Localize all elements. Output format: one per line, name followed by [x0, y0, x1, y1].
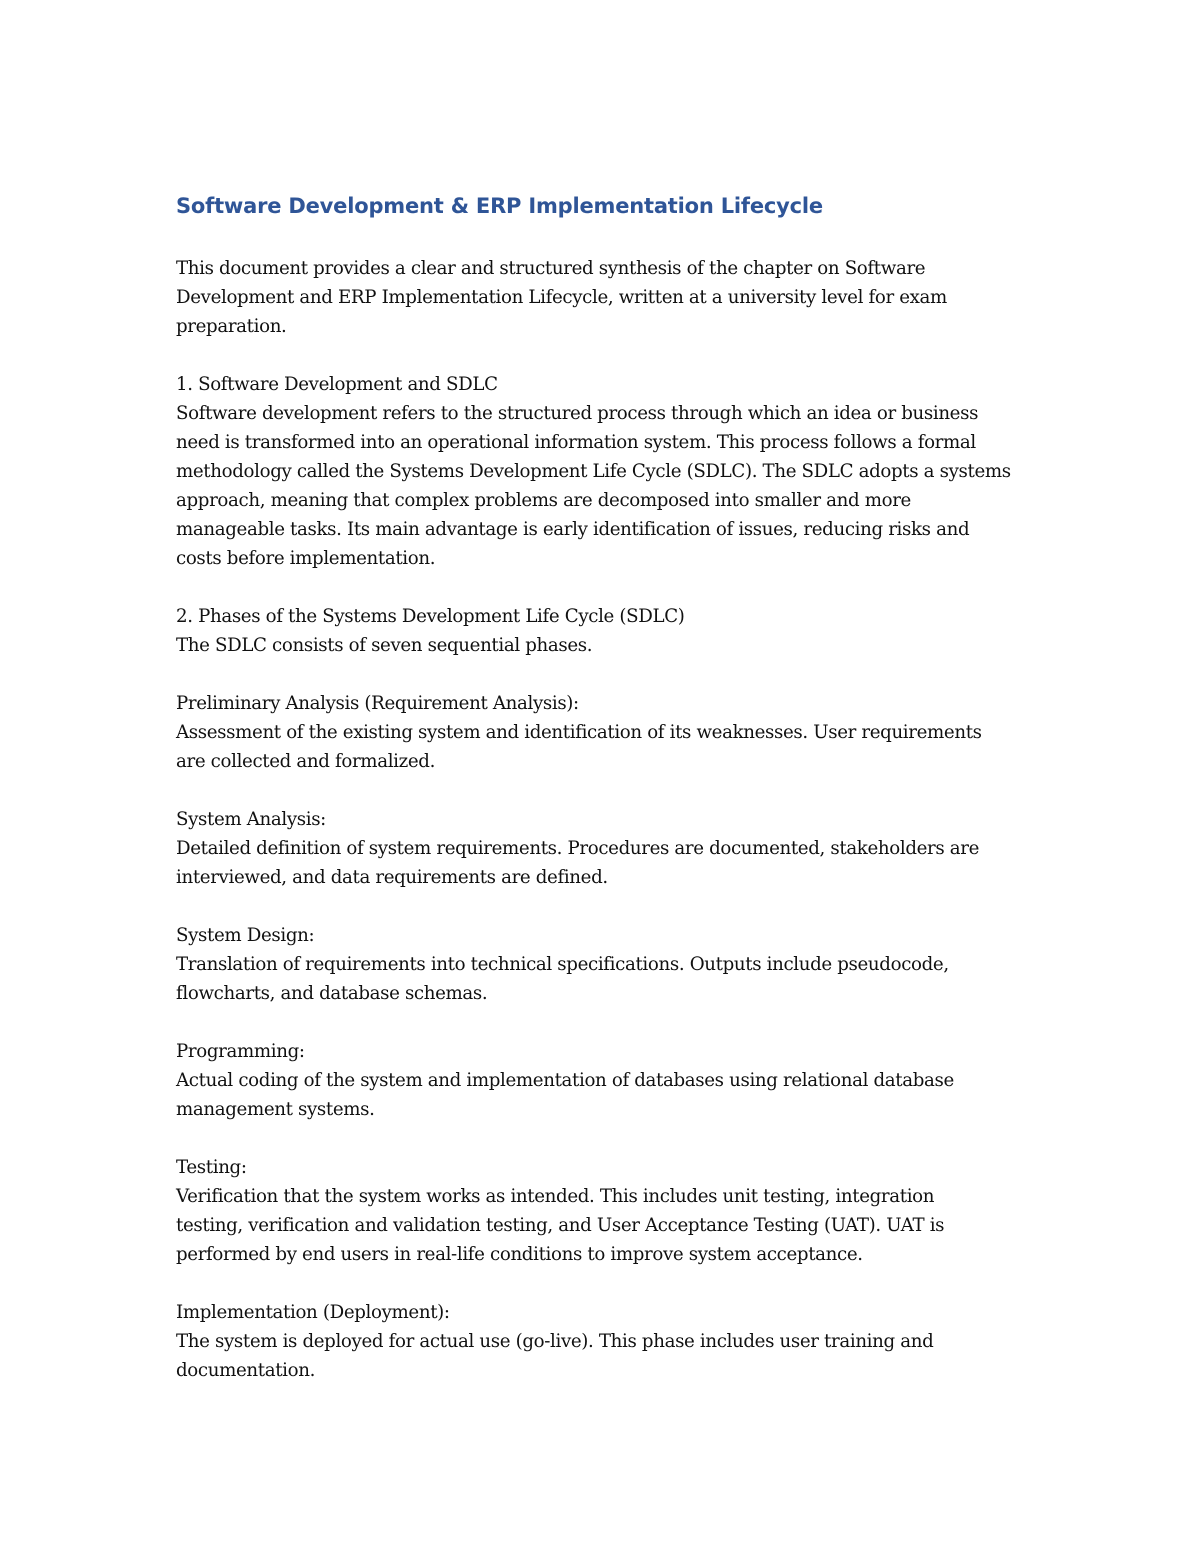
- text-line: flowcharts, and database schemas.: [176, 983, 488, 1004]
- text-line: costs before implementation.: [176, 548, 436, 569]
- intro-paragraph: [176, 254, 1036, 341]
- text-line: Actual coding of the system and implementation of databases using relational database: [176, 1070, 954, 1091]
- document-title: Software Development & ERP Implementation Lifecycle: [176, 194, 823, 218]
- text-line: are collected and formalized.: [176, 751, 435, 772]
- phase-heading: Testing:: [176, 1157, 247, 1178]
- text-line: interviewed, and data requirements are defined.: [176, 867, 608, 888]
- text-line: management systems.: [176, 1099, 375, 1120]
- text-line: performed by end users in real-life conditions to improve system acceptance.: [176, 1244, 863, 1265]
- text-line: The SDLC consists of seven sequential phases.: [176, 635, 593, 656]
- text-line: preparation.: [176, 316, 287, 337]
- phase-system-analysis: [176, 805, 1036, 892]
- text-line: This document provides a clear and structured synthesis of the chapter on Software: [176, 258, 926, 279]
- text-line: Development and ERP Implementation Lifecycle, written at a university level for exam: [176, 287, 947, 308]
- phase-testing: [176, 1153, 1036, 1269]
- phase-heading: Implementation (Deployment):: [176, 1302, 450, 1323]
- text-line: Verification that the system works as intended. This includes unit testing, integration: [176, 1186, 935, 1207]
- document-body: [176, 188, 1036, 1414]
- phase-heading: System Analysis:: [176, 809, 326, 830]
- phase-programming: [176, 1037, 1036, 1124]
- section-sdlc-phases: [176, 602, 1036, 660]
- phase-preliminary-analysis: [176, 689, 1036, 776]
- section-heading: 1. Software Development and SDLC: [176, 374, 498, 395]
- text-line: Translation of requirements into technical specifications. Outputs include pseudocode,: [176, 954, 949, 975]
- section-heading: 2. Phases of the Systems Development Life Cycle (SDLC): [176, 606, 685, 627]
- phase-system-design: [176, 921, 1036, 1008]
- text-line: Software development refers to the structured process through which an idea or business: [176, 403, 979, 424]
- text-line: documentation.: [176, 1360, 316, 1381]
- text-line: approach, meaning that complex problems are decomposed into smaller and more: [176, 490, 911, 511]
- text-line: The system is deployed for actual use (go-live). This phase includes user training and: [176, 1331, 934, 1352]
- phase-heading: Programming:: [176, 1041, 305, 1062]
- phase-heading: System Design:: [176, 925, 315, 946]
- text-line: Detailed definition of system requirements. Procedures are documented, stakeholders are: [176, 838, 980, 859]
- text-line: need is transformed into an operational information system. This process follows a formal: [176, 432, 976, 453]
- text-line: methodology called the Systems Development Life Cycle (SDLC). The SDLC adopts a systems: [176, 461, 1011, 482]
- text-line: testing, verification and validation testing, and User Acceptance Testing (UAT). UAT is: [176, 1215, 945, 1236]
- text-line: Assessment of the existing system and identification of its weaknesses. User requirements: [176, 722, 982, 743]
- section-software-development: [176, 370, 1036, 573]
- phase-heading: Preliminary Analysis (Requirement Analysis):: [176, 693, 579, 714]
- phase-implementation: [176, 1298, 1036, 1385]
- text-line: manageable tasks. Its main advantage is early identification of issues, reducing risks and: [176, 519, 970, 540]
